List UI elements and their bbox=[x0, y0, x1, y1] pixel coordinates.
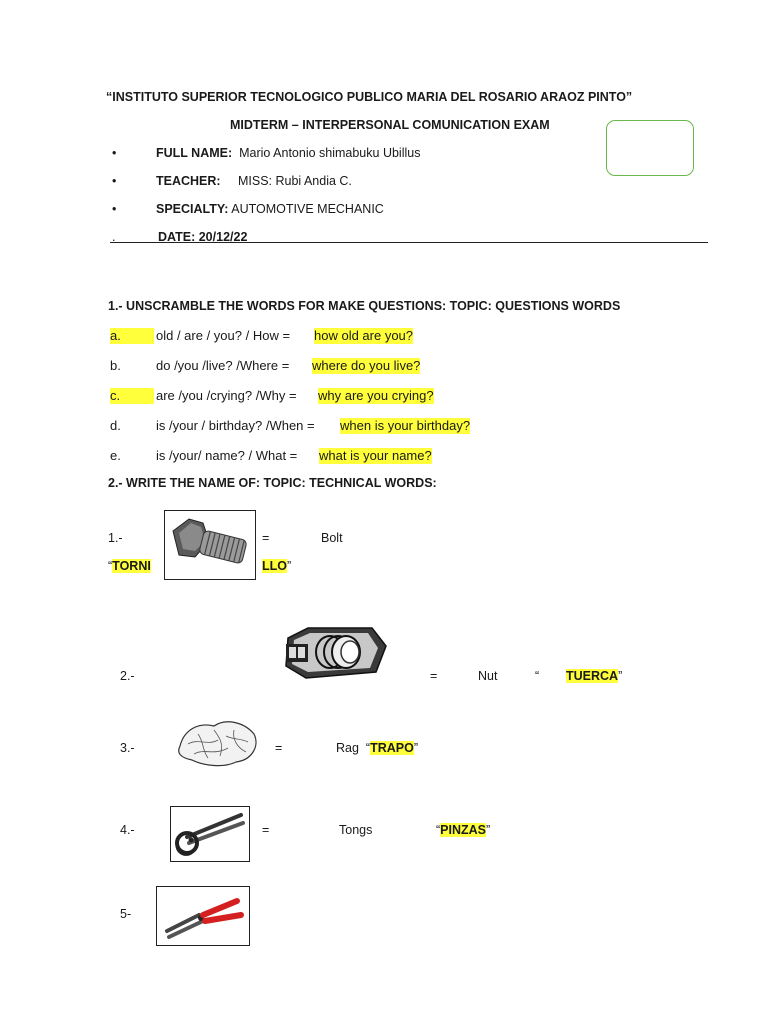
teacher-label: TEACHER: bbox=[156, 174, 221, 188]
date-dot: . bbox=[112, 230, 116, 244]
item3-english: Rag bbox=[336, 741, 359, 755]
item2-number: 2.- bbox=[120, 669, 135, 683]
question-prompt: are /you /crying? /Why = bbox=[156, 388, 297, 403]
question-prompt: is /your / birthday? /When = bbox=[156, 418, 315, 433]
specialty-row bbox=[156, 201, 384, 217]
item2-answer-wrap bbox=[566, 668, 622, 684]
item1-answer-start bbox=[108, 558, 151, 574]
nut-image bbox=[280, 624, 390, 680]
item1-number: 1.- bbox=[108, 531, 123, 545]
close-quote: ” bbox=[287, 559, 292, 573]
section1-title: 1.- UNSCRAMBLE THE WORDS FOR MAKE QUESTIONS: TOPIC: QUESTIONS WORDS bbox=[108, 299, 621, 313]
question-answer: when is your birthday? bbox=[340, 418, 471, 433]
question-answer: why are you crying? bbox=[318, 388, 434, 403]
open-quote: “ bbox=[535, 669, 540, 683]
question-answer: what is your name? bbox=[319, 448, 432, 463]
item2-english: Nut bbox=[478, 669, 498, 683]
question-letter: e. bbox=[110, 448, 121, 463]
item3-row bbox=[336, 740, 418, 756]
equals-sign: = bbox=[262, 531, 270, 545]
bolt-image bbox=[164, 510, 256, 580]
full-name-value: Mario Antonio shimabuku Ubillus bbox=[239, 146, 421, 160]
tongs-image bbox=[170, 806, 250, 862]
question-answer: how old are you? bbox=[314, 328, 414, 343]
question-prompt: do /you /live? /Where = bbox=[156, 358, 290, 373]
teacher-value: MISS: Rubi Andia C. bbox=[237, 174, 352, 188]
item4-number: 4.- bbox=[120, 823, 135, 837]
equals-sign: = bbox=[275, 741, 283, 755]
grade-box bbox=[606, 120, 694, 176]
pliers-image bbox=[156, 886, 250, 946]
bullet: • bbox=[112, 174, 117, 188]
full-name-row bbox=[156, 145, 420, 161]
item1-english: Bolt bbox=[321, 531, 343, 545]
date-label: DATE: 20/12/22 bbox=[158, 230, 248, 244]
equals-sign: = bbox=[262, 823, 270, 837]
item4-answer-wrap bbox=[436, 822, 490, 838]
open-quote: “ bbox=[108, 559, 113, 573]
close-quote: ” bbox=[618, 669, 623, 683]
question-letter: b. bbox=[110, 358, 121, 373]
item3-answer: TRAPO bbox=[370, 741, 414, 755]
question-letter: a. bbox=[110, 328, 154, 344]
item3-number: 3.- bbox=[120, 741, 135, 755]
bullet: • bbox=[112, 202, 117, 216]
question-letter: c. bbox=[110, 388, 154, 404]
open-quote: “ bbox=[365, 741, 371, 755]
section2-title: 2.- WRITE THE NAME OF: TOPIC: TECHNICAL WORDS: bbox=[108, 476, 437, 490]
header-divider bbox=[110, 242, 708, 243]
open-quote: “ bbox=[436, 823, 441, 837]
exam-title: MIDTERM – INTERPERSONAL COMUNICATION EXAM bbox=[230, 118, 550, 132]
question-answer: where do you live? bbox=[312, 358, 421, 373]
item1-answer-part1: TORNI bbox=[112, 559, 151, 573]
bullet: • bbox=[112, 146, 117, 160]
item4-english: Tongs bbox=[339, 823, 373, 837]
equals-sign: = bbox=[430, 669, 438, 683]
item4-answer: PINZAS bbox=[440, 823, 487, 837]
item1-answer-end bbox=[262, 558, 291, 574]
full-name-label: FULL NAME: bbox=[156, 146, 233, 160]
question-letter: d. bbox=[110, 418, 121, 433]
teacher-row bbox=[156, 173, 352, 189]
institute-title: “INSTITUTO SUPERIOR TECNOLOGICO PUBLICO MARIA DEL ROSARIO ARAOZ PINTO” bbox=[106, 90, 633, 104]
item5-number: 5- bbox=[120, 907, 132, 921]
rag-image bbox=[174, 716, 260, 768]
specialty-label: SPECIALTY: bbox=[156, 202, 229, 216]
close-quote: ” bbox=[486, 823, 491, 837]
specialty-value: AUTOMOTIVE MECHANIC bbox=[231, 202, 384, 216]
item2-answer: TUERCA bbox=[566, 669, 619, 683]
question-prompt: is /your/ name? / What = bbox=[156, 448, 298, 463]
item1-answer-part2: LLO bbox=[262, 559, 287, 573]
question-prompt: old / are / you? / How = bbox=[156, 328, 291, 343]
close-quote: ” bbox=[413, 741, 418, 755]
